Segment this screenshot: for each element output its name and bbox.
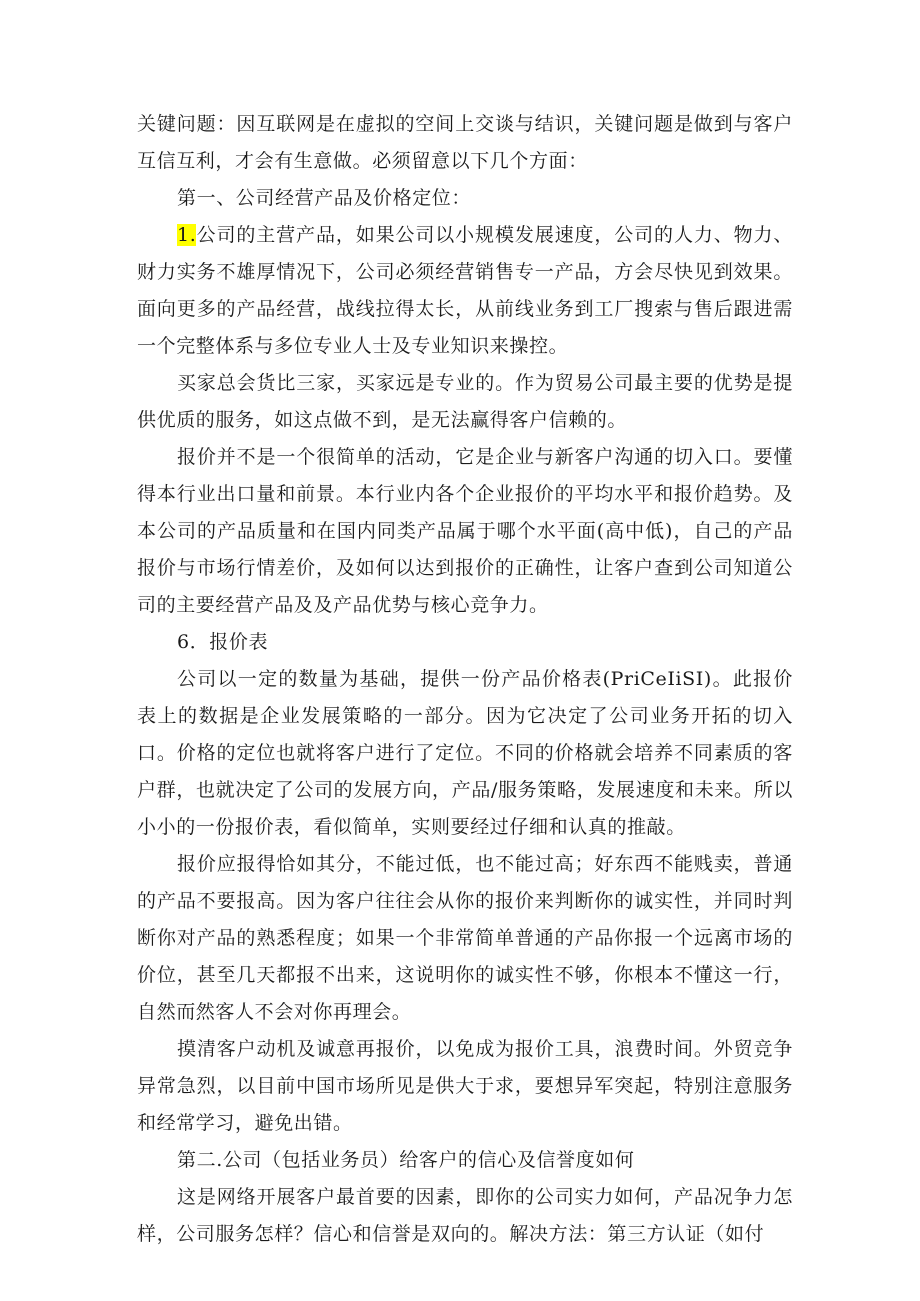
paragraph-trust: 这是网络开展客户最首要的因素，即你的公司实力如何，产品况争力怎样，公司服务怎样？信心和信誉是双向的。解决方法：第三方认证（如付 xyxy=(137,1186,793,1245)
highlighted-list-number: 1. xyxy=(177,224,197,246)
heading-section-two: 第二.公司（包括业务员）给客户的信心及信誉度如何 xyxy=(177,1149,635,1171)
paragraph-quotation-activity: 报价并不是一个很简单的活动，它是企业与新客户沟通的切入口。要懂得本行业出口量和前景。本行业内各个企业报价的平均水平和报价趋势。及本公司的产品质量和在国内同类产品属于哪个水平面(高中低)，自己的产品报价与市场行情差价，及如何以达到报价的正确性，让客户查到公司知道公司的主要经营产品及及产品优势与核心竞争力。 xyxy=(137,446,793,616)
paragraph-quote-appropriately: 报价应报得恰如其分，不能过低，也不能过高；好东西不能贱卖，普通的产品不要报高。因为客户往往会从你的报价来判断你的诚实性，并同时判断你对产品的熟悉程度；如果一个非常简单普通的产品你报一个远离市场的价位，甚至几天都报不出来，这说明你的诚实性不够，你根本不懂这一行，自然而然客人不会对你再理会。 xyxy=(137,853,793,1023)
heading-price-list: 6．报价表 xyxy=(177,631,269,653)
paragraph-price-list: 公司以一定的数量为基础，提供一份产品价格表(PriCeIiSI)。此报价表上的数据是企业发展策略的一部分。因为它决定了公司业务开拓的切入口。价格的定位也就将客户进行了定位。不同的价格就会培养不同素质的客户群，也就决定了公司的发展方向，产品/服务策略，发展速度和未来。所以小小的一份报价表，看似简单，实则要经过仔细和认真的推敲。 xyxy=(137,668,793,838)
paragraph-main-product-text: 公司的主营产品，如果公司以小规模发展速度，公司的人力、物力、财力实务不雄厚情况下，公司必须经营销售专一产品，方会尽快见到效果。面向更多的产品经营，战线拉得太长，从前线业务到工厂搜索与售后跟进需一个完整体系与多位专业人士及专业知识来操控。 xyxy=(137,224,793,357)
paragraph-client-motive: 摸清客户动机及诚意再报价，以免成为报价工具，浪费时间。外贸竞争异常急烈，以目前中国市场所见是供大于求，要想异军突起，特别注意服务和经常学习，避免出错。 xyxy=(137,1038,793,1134)
document-body xyxy=(137,106,793,1253)
paragraph-main-product xyxy=(137,217,793,365)
heading-section-one: 第一、公司经营产品及价格定位： xyxy=(177,187,472,209)
paragraph-buyers: 买家总会货比三家，买家远是专业的。作为贸易公司最主要的优势是提供优质的服务，如这点做不到，是无法赢得客户信赖的。 xyxy=(137,372,793,431)
paragraph-key-issue: 关键问题：因互联网是在虚拟的空间上交谈与结识，关键问题是做到与客户互信互利，才会有生意做。必须留意以下几个方面： xyxy=(137,113,793,172)
